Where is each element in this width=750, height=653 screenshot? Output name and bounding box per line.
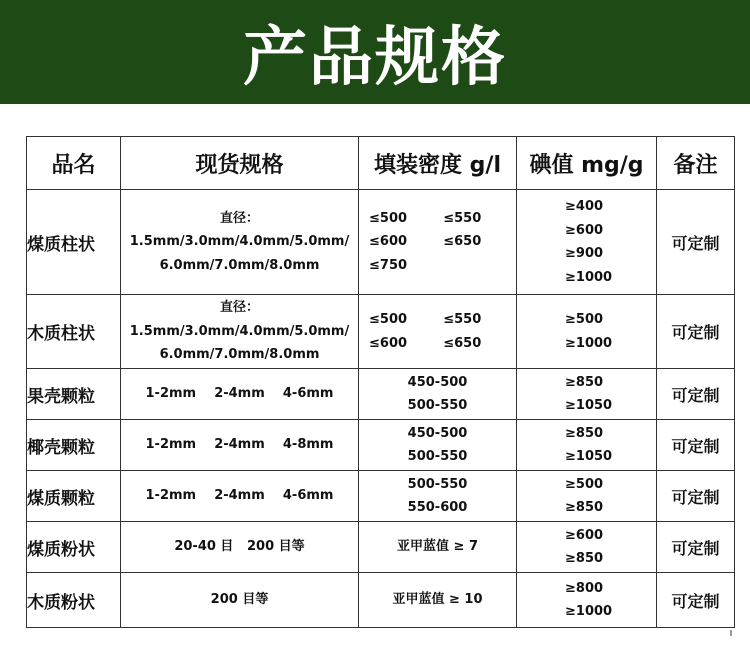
product-name: 木质柱状 bbox=[27, 295, 121, 369]
spec-line: 6.0mm/7.0mm/8.0mm bbox=[159, 257, 320, 273]
density-line: 亚甲蓝值 ≥ 7 bbox=[397, 539, 478, 555]
product-name: 果壳颗粒 bbox=[27, 369, 121, 420]
density-line: ≤500 ≤550 bbox=[369, 210, 482, 226]
iodine-line: ≥1050 bbox=[565, 398, 613, 413]
table-row bbox=[27, 420, 735, 471]
density-cell bbox=[359, 573, 517, 628]
table-row bbox=[27, 190, 735, 295]
density-line: 450-500 bbox=[407, 425, 468, 441]
density-line: 亚甲蓝值 ≥ 10 bbox=[392, 592, 483, 608]
header-name: 品名 bbox=[27, 137, 121, 190]
table-row bbox=[27, 369, 735, 420]
iodine-line: ≥850 bbox=[565, 425, 604, 441]
density-line: 500-550 bbox=[407, 476, 468, 492]
iodine-line: ≥850 bbox=[565, 551, 604, 566]
product-name: 煤质粉状 bbox=[27, 522, 121, 573]
density-cell bbox=[359, 522, 517, 573]
customizable-note: 可定制 bbox=[657, 522, 735, 573]
spec-cell bbox=[121, 522, 359, 573]
spec-line: 20-40 目 200 目等 bbox=[174, 539, 305, 555]
spec-cell bbox=[121, 190, 359, 295]
spec-line: 6.0mm/7.0mm/8.0mm bbox=[159, 347, 320, 363]
table-row bbox=[27, 471, 735, 522]
iodine-cell bbox=[517, 369, 657, 420]
spec-line: 1-2mm 2-4mm 4-8mm bbox=[145, 437, 334, 453]
page-title: 产品规格 bbox=[243, 21, 507, 95]
spec-cell bbox=[121, 420, 359, 471]
spec-line: 1-2mm 2-4mm 4-6mm bbox=[145, 386, 334, 402]
density-cell bbox=[359, 369, 517, 420]
customizable-note: 可定制 bbox=[657, 573, 735, 628]
iodine-line: ≥900 bbox=[565, 246, 604, 261]
spec-cell bbox=[121, 471, 359, 522]
product-name: 煤质柱状 bbox=[27, 190, 121, 295]
density-line: 550-600 bbox=[407, 500, 468, 515]
title-banner bbox=[0, 0, 750, 104]
table-header-row bbox=[27, 137, 735, 190]
product-name: 木质粉状 bbox=[27, 573, 121, 628]
density-cell bbox=[359, 190, 517, 295]
spec-line: 1.5mm/3.0mm/4.0mm/5.0mm/ bbox=[129, 234, 350, 250]
table-body bbox=[27, 190, 735, 628]
spec-line: 1.5mm/3.0mm/4.0mm/5.0mm/ bbox=[129, 323, 350, 339]
iodine-line: ≥600 bbox=[565, 527, 604, 543]
iodine-line: ≥800 bbox=[565, 580, 604, 596]
header-spec: 现货规格 bbox=[121, 137, 359, 190]
iodine-line: ≥500 bbox=[565, 476, 604, 492]
spec-cell bbox=[121, 573, 359, 628]
customizable-note: 可定制 bbox=[657, 295, 735, 369]
density-cell bbox=[359, 295, 517, 369]
header-density: 填装密度 g/l bbox=[359, 137, 517, 190]
corner-mark bbox=[730, 630, 732, 636]
iodine-cell bbox=[517, 573, 657, 628]
spec-cell bbox=[121, 369, 359, 420]
header-note: 备注 bbox=[657, 137, 735, 190]
product-name: 椰壳颗粒 bbox=[27, 420, 121, 471]
iodine-cell bbox=[517, 295, 657, 369]
spec-line: 直径： bbox=[219, 210, 259, 226]
iodine-line: ≥850 bbox=[565, 500, 604, 515]
header-iodine: 碘值 mg/g bbox=[517, 137, 657, 190]
iodine-line: ≥1050 bbox=[565, 449, 613, 464]
spec-line: 直径： bbox=[219, 300, 259, 316]
spec-line: 200 目等 bbox=[210, 592, 269, 608]
table-row bbox=[27, 573, 735, 628]
iodine-line: ≥400 bbox=[565, 199, 604, 214]
product-name: 煤质颗粒 bbox=[27, 471, 121, 522]
customizable-note: 可定制 bbox=[657, 420, 735, 471]
iodine-cell bbox=[517, 522, 657, 573]
iodine-cell bbox=[517, 420, 657, 471]
customizable-note: 可定制 bbox=[657, 471, 735, 522]
iodine-line: ≥1000 bbox=[565, 604, 613, 619]
density-cell bbox=[359, 420, 517, 471]
iodine-line: ≥850 bbox=[565, 374, 604, 390]
density-cell bbox=[359, 471, 517, 522]
spec-line: 1-2mm 2-4mm 4-6mm bbox=[145, 488, 334, 504]
density-line: ≤750 bbox=[369, 257, 408, 273]
spec-table bbox=[26, 136, 735, 628]
customizable-note: 可定制 bbox=[657, 190, 735, 295]
density-line: ≤600 ≤650 bbox=[369, 335, 482, 351]
iodine-line: ≥1000 bbox=[565, 335, 613, 351]
density-line: 450-500 bbox=[407, 374, 468, 390]
customizable-note: 可定制 bbox=[657, 369, 735, 420]
density-line: ≤600 ≤650 bbox=[369, 234, 482, 250]
density-line: 500-550 bbox=[407, 398, 468, 413]
iodine-cell bbox=[517, 190, 657, 295]
iodine-cell bbox=[517, 471, 657, 522]
spec-cell bbox=[121, 295, 359, 369]
iodine-line: ≥1000 bbox=[565, 269, 613, 285]
density-line: 500-550 bbox=[407, 449, 468, 464]
table-row bbox=[27, 295, 735, 369]
density-line: ≤500 ≤550 bbox=[369, 312, 482, 327]
iodine-line: ≥600 bbox=[565, 222, 604, 238]
table-row bbox=[27, 522, 735, 573]
iodine-line: ≥500 bbox=[565, 312, 604, 327]
